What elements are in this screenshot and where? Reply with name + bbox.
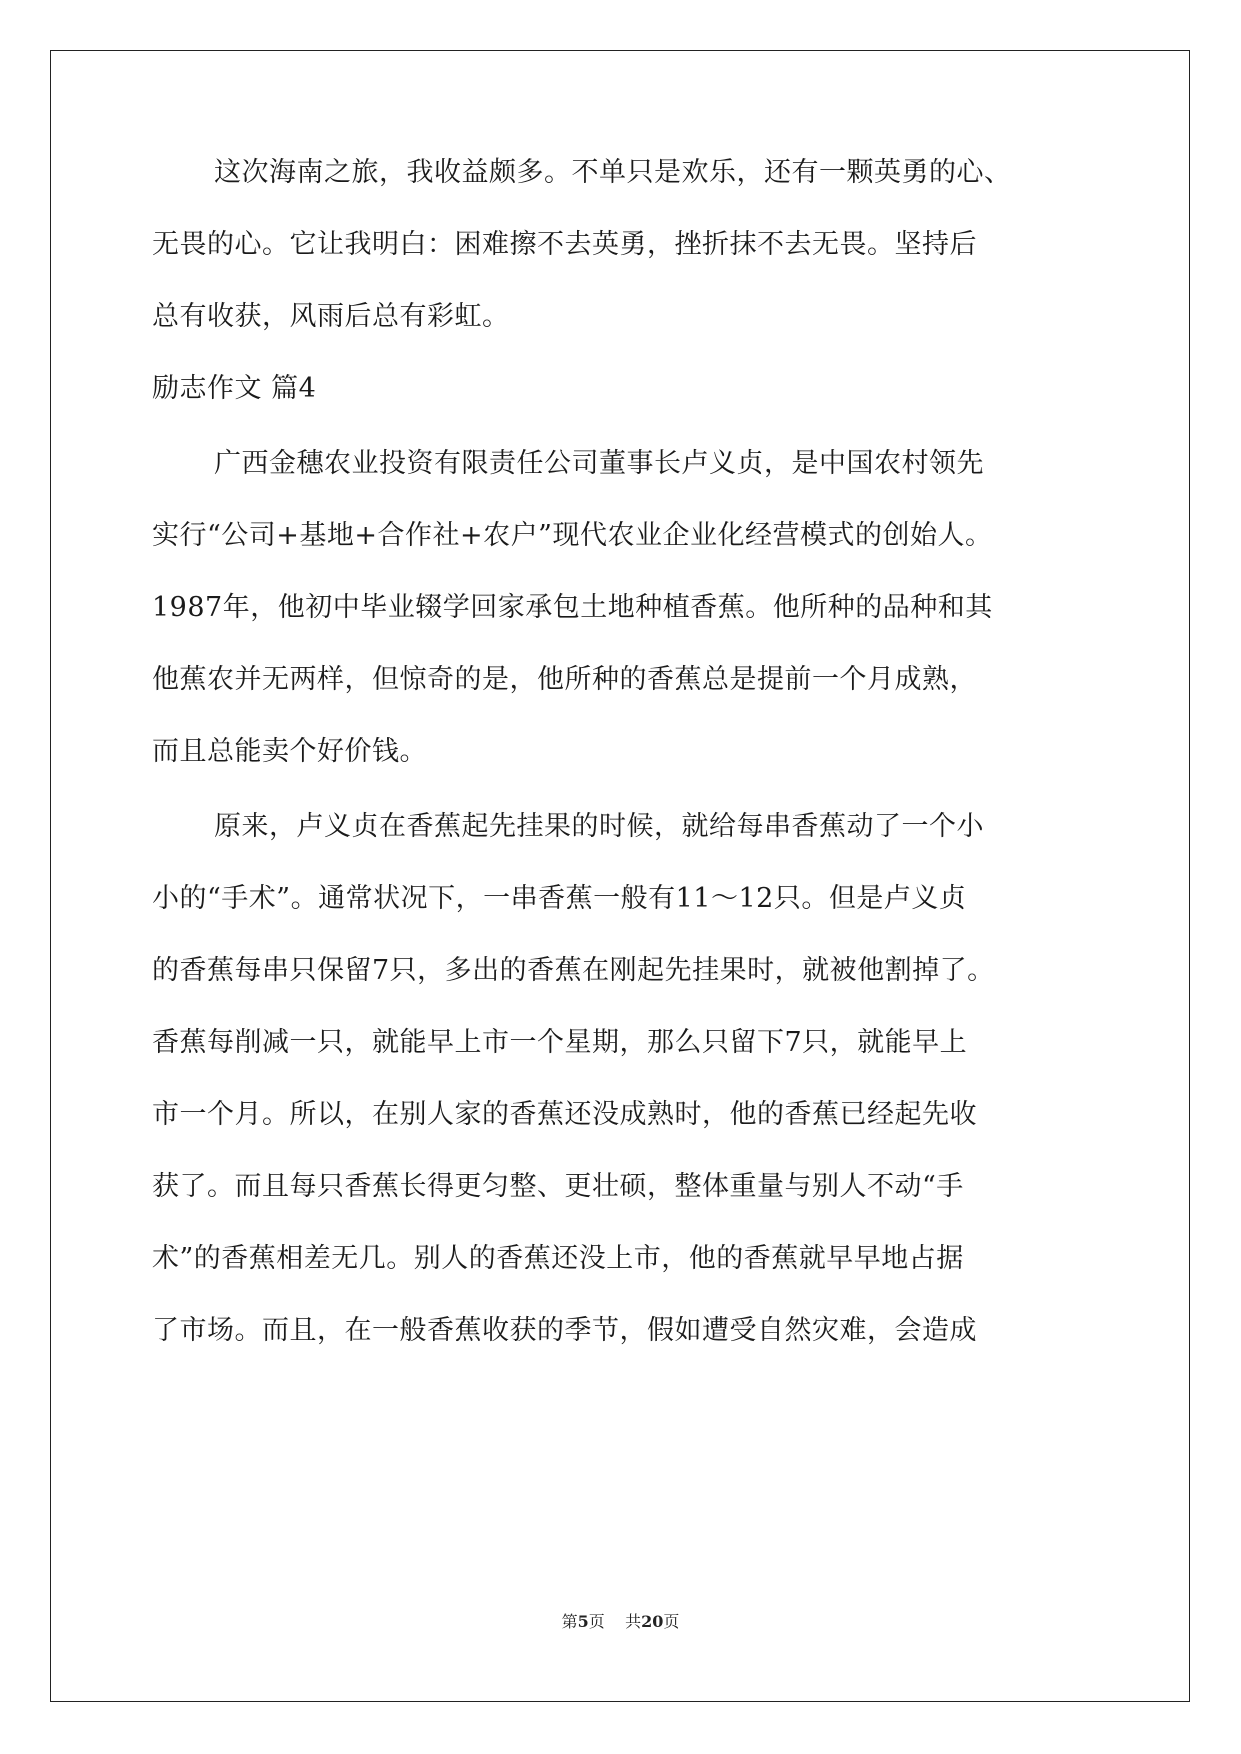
paragraph-line: 香蕉每削减一只，就能早上市一个星期，那么只留下7只，就能早上 bbox=[152, 1027, 968, 1058]
paragraph-line: 了市场。而且，在一般香蕉收获的季节，假如遭受自然灾难，会造成 bbox=[152, 1315, 977, 1346]
footer-middle: 页 共 bbox=[588, 1612, 642, 1631]
page-border bbox=[50, 50, 1190, 1702]
paragraph-line: 获了。而且每只香蕉长得更匀整、更壮硕，整体重量与别人不动“手 bbox=[152, 1171, 964, 1202]
paragraph-line: 的香蕉每串只保留7只，多出的香蕉在刚起先挂果时，就被他割掉了。 bbox=[152, 955, 995, 986]
footer-suffix: 页 bbox=[663, 1612, 680, 1631]
footer-prefix: 第 bbox=[561, 1612, 578, 1631]
page-footer bbox=[0, 1612, 1241, 1632]
paragraph-line: 1987年，他初中毕业辍学回家承包土地种植香蕉。他所种的品种和其 bbox=[152, 592, 993, 623]
section-heading: 励志作文 篇4 bbox=[152, 373, 317, 404]
paragraph-line: 无畏的心。它让我明白：困难擦不去英勇，挫折抹不去无畏。坚持后 bbox=[152, 229, 977, 260]
paragraph-line: 这次海南之旅，我收益颇多。不单只是欢乐，还有一颗英勇的心、 bbox=[214, 157, 1012, 188]
paragraph-line: 市一个月。所以，在别人家的香蕉还没成熟时，他的香蕉已经起先收 bbox=[152, 1099, 977, 1130]
paragraph-line: 实行“公司+基地+合作社+农户”现代农业企业化经营模式的创始人。 bbox=[152, 520, 993, 551]
total-page-number: 20 bbox=[641, 1612, 664, 1631]
current-page-number: 5 bbox=[577, 1612, 589, 1631]
paragraph-line: 术”的香蕉相差无几。别人的香蕉还没上市，他的香蕉就早早地占据 bbox=[152, 1243, 964, 1274]
paragraph-line: 总有收获，风雨后总有彩虹。 bbox=[152, 301, 510, 332]
paragraph-line: 广西金穗农业投资有限责任公司董事长卢义贞，是中国农村领先 bbox=[214, 448, 984, 479]
paragraph-line: 小的“手术”。通常状况下，一串香蕉一般有11～12只。但是卢义贞 bbox=[152, 883, 967, 914]
paragraph-line: 原来，卢义贞在香蕉起先挂果的时候，就给每串香蕉动了一个小 bbox=[214, 811, 984, 842]
paragraph-line: 他蕉农并无两样，但惊奇的是，他所种的香蕉总是提前一个月成熟， bbox=[152, 664, 977, 695]
paragraph-line: 而且总能卖个好价钱。 bbox=[152, 736, 427, 767]
